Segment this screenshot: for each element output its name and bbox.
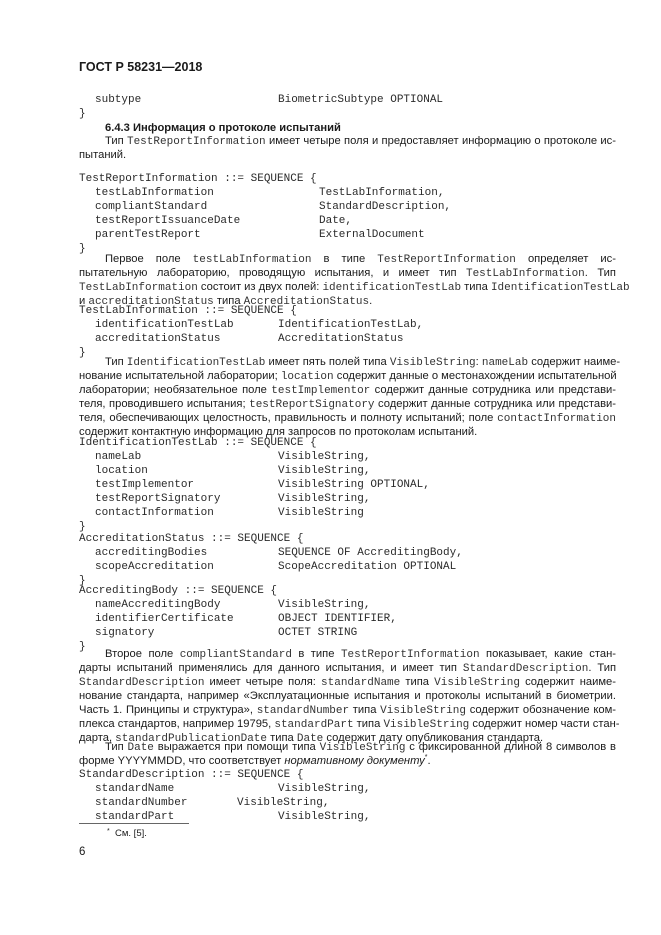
text: в типе xyxy=(311,253,378,265)
code-inline: VisibleString xyxy=(319,742,406,754)
text: Второе поле xyxy=(105,648,180,660)
code-inline: nameLab xyxy=(481,357,529,369)
text: с фиксированной длиной 8 символов в xyxy=(405,741,616,753)
code-inline: testReportSignatory xyxy=(249,399,375,411)
text: выражается при помощи типа xyxy=(153,741,320,753)
text-italic: нормативному документу xyxy=(284,755,425,767)
text: Часть 1. Принципы и структура», xyxy=(79,704,257,716)
code-field: nameAccreditingBody xyxy=(95,599,221,611)
code-inline: location xyxy=(280,371,334,383)
code-head: StandardDescription ::= SEQUENCE { xyxy=(79,769,304,781)
text: . Тип xyxy=(588,662,616,674)
text: дарта, xyxy=(79,732,116,744)
code-inline: VisibleString xyxy=(380,705,466,717)
text: типа xyxy=(267,732,297,744)
text: содержит дату опубликования стандарта. xyxy=(323,732,544,744)
text: содержит контактную информацию для запросов по протоколам испытаний. xyxy=(79,426,478,438)
code-inline: IdentificationTestLab xyxy=(126,357,266,369)
code-inline: StandardDescription xyxy=(462,663,589,675)
section-title: Информация о протоколе испытаний xyxy=(133,122,341,134)
code-field: parentTestReport xyxy=(95,229,201,241)
footnote-ref: * xyxy=(424,754,428,761)
page-number: 6 xyxy=(79,846,86,858)
text: . Тип xyxy=(584,267,616,279)
code-type: VisibleString xyxy=(278,507,364,519)
text: пытательную лабораторию, проводящую испытания, и имеет тип xyxy=(79,267,466,279)
code-head: AccreditationStatus ::= SEQUENCE { xyxy=(79,533,304,545)
text: типа xyxy=(353,718,384,730)
text: типа xyxy=(213,295,244,307)
text: теля, проводившего испытания; xyxy=(79,398,250,410)
code-close: } xyxy=(79,521,86,533)
code-type: VisibleString, xyxy=(278,599,371,611)
text: содержит наиме- xyxy=(519,676,617,688)
text: содержит данные сотрудника или представи- xyxy=(374,398,616,410)
code-type: VisibleString, xyxy=(278,465,371,477)
code-head: AccreditingBody ::= SEQUENCE { xyxy=(79,585,278,597)
code-inline: TestReportInformation xyxy=(377,254,516,266)
code-inline: VisibleString xyxy=(434,677,520,689)
code-field: standardNumber xyxy=(95,797,188,809)
code-type: Date, xyxy=(319,215,353,227)
text: пытаний. xyxy=(79,149,127,161)
text: показывает, какие стан- xyxy=(479,648,616,660)
code-field: testLabInformation xyxy=(95,187,214,199)
code-inline: testImplementor xyxy=(271,385,371,397)
code-inline: standardPublicationDate xyxy=(115,733,267,745)
text: определяет ис- xyxy=(515,253,616,265)
code-inline: TestLabInformation xyxy=(465,268,585,280)
code-type: TestLabInformation, xyxy=(319,187,445,199)
code-type: AccreditationStatus xyxy=(278,333,404,345)
text: . xyxy=(427,755,431,767)
code-inline: IdentificationTestLab xyxy=(490,282,630,294)
text: . xyxy=(369,295,373,307)
code-type: ExternalDocument xyxy=(319,229,425,241)
code-inline: compliantStandard xyxy=(179,649,292,661)
code-type: VisibleString, xyxy=(237,797,330,809)
code-field: accreditationStatus xyxy=(95,333,221,345)
text: содержит номер части стан- xyxy=(469,718,620,730)
code-inline: VisibleString xyxy=(389,357,476,369)
text: Тип xyxy=(105,135,127,147)
text: и xyxy=(79,295,89,307)
text: содержит обозначение ком- xyxy=(466,704,616,716)
code-type: OCTET STRING xyxy=(278,627,358,639)
document-header: ГОСТ Р 58231—2018 xyxy=(79,60,203,74)
code-field: standardName xyxy=(95,783,175,795)
code-field: contactInformation xyxy=(95,507,214,519)
code-inline: VisibleString xyxy=(383,719,470,731)
text: типа xyxy=(400,676,435,688)
text: имеет пять полей типа xyxy=(265,356,390,368)
code-field: identificationTestLab xyxy=(95,319,234,331)
code-close: } xyxy=(79,641,86,653)
code-inline: Date xyxy=(296,733,324,745)
section-number: 6.4.3 xyxy=(105,122,130,134)
code-type: VisibleString, xyxy=(278,783,371,795)
code-type: BiometricSubtype OPTIONAL xyxy=(278,94,444,106)
footnote-text: См. [5]. xyxy=(115,828,147,839)
code-type: VisibleString, xyxy=(278,493,371,505)
footnote-mark: * xyxy=(107,828,110,835)
code-field: scopeAccreditation xyxy=(95,561,214,573)
footnote xyxy=(107,828,147,839)
text: имеет четыре поля и предоставляет информацию о протоколе ис- xyxy=(265,135,616,147)
code-type: VisibleString, xyxy=(278,811,371,823)
text: нование испытательной лаборатории; xyxy=(79,370,281,382)
code-type: OBJECT IDENTIFIER, xyxy=(278,613,397,625)
code-field: subtype xyxy=(95,94,142,106)
code-inline: accreditationStatus xyxy=(88,296,214,308)
code-inline: Date xyxy=(127,742,154,754)
text: нование стандарта, например «Эксплуатационные испытания и протоколы испытаний в биометрии. xyxy=(79,690,616,702)
text: дарты испытаний применялись для данного испытания, и имеет тип xyxy=(79,662,463,674)
text: лаборатории; необязательное поле xyxy=(79,384,272,396)
footnote-divider xyxy=(79,823,189,824)
code-inline: TestReportInformation xyxy=(340,649,480,661)
code-close: } xyxy=(79,575,86,587)
code-inline: TestLabInformation xyxy=(79,282,198,294)
text: содержит данные сотрудника или представи- xyxy=(370,384,616,396)
code-type: StandardDescription, xyxy=(319,201,452,213)
text: теля, обеспечивающих целостность, правильность и полноту испытаний; поле xyxy=(79,412,498,424)
text: : xyxy=(475,356,482,368)
text: типа xyxy=(349,704,381,716)
code-head: TestLabInformation ::= SEQUENCE { xyxy=(79,305,297,317)
code-head: TestReportInformation ::= SEQUENCE { xyxy=(79,173,317,185)
code-field: testImplementor xyxy=(95,479,195,491)
code-field: compliantStandard xyxy=(95,201,208,213)
code-close: } xyxy=(79,347,86,359)
text: содержит данные о местонахождении испытательной xyxy=(333,370,617,382)
text: Первое поле xyxy=(105,253,193,265)
code-close: } xyxy=(79,108,86,120)
code-close: } xyxy=(79,243,86,255)
code-inline: StandardDescription xyxy=(79,677,205,689)
code-inline: standardName xyxy=(321,677,401,689)
text: типа xyxy=(461,281,491,293)
text: имеет четыре поля: xyxy=(204,676,322,688)
code-type: VisibleString OPTIONAL, xyxy=(278,479,430,491)
code-field: accreditingBodies xyxy=(95,547,208,559)
code-inline: TestReportInformation xyxy=(126,136,266,148)
code-field: identifierCertificate xyxy=(95,613,234,625)
code-inline: standardPart xyxy=(274,719,354,731)
text: форме YYYYMMDD, что соответствует xyxy=(79,755,285,767)
text: Тип xyxy=(105,356,127,368)
code-head: IdentificationTestLab ::= SEQUENCE { xyxy=(79,437,317,449)
code-field: nameLab xyxy=(95,451,142,463)
code-type: IdentificationTestLab, xyxy=(278,319,424,331)
text: плекса стандартов, например 19795, xyxy=(79,718,275,730)
code-type: SEQUENCE OF AccreditingBody, xyxy=(278,547,463,559)
code-type: ScopeAccreditation OPTIONAL xyxy=(278,561,457,573)
code-field: testReportIssuanceDate xyxy=(95,215,241,227)
code-inline: contactInformation xyxy=(497,413,616,425)
code-field: standardPart xyxy=(95,811,175,823)
code-inline: standardNumber xyxy=(256,705,350,717)
text: состоит из двух полей: xyxy=(197,281,323,293)
code-inline: AccreditationStatus xyxy=(243,296,370,308)
code-field: signatory xyxy=(95,627,155,639)
code-field: testReportSignatory xyxy=(95,493,221,505)
text: Тип xyxy=(105,741,128,753)
code-inline: testLabInformation xyxy=(192,254,312,266)
text: содержит наиме- xyxy=(528,356,621,368)
code-type: VisibleString, xyxy=(278,451,371,463)
text: в типе xyxy=(291,648,341,660)
code-inline: identificationTestLab xyxy=(322,282,462,294)
code-field: location xyxy=(95,465,148,477)
